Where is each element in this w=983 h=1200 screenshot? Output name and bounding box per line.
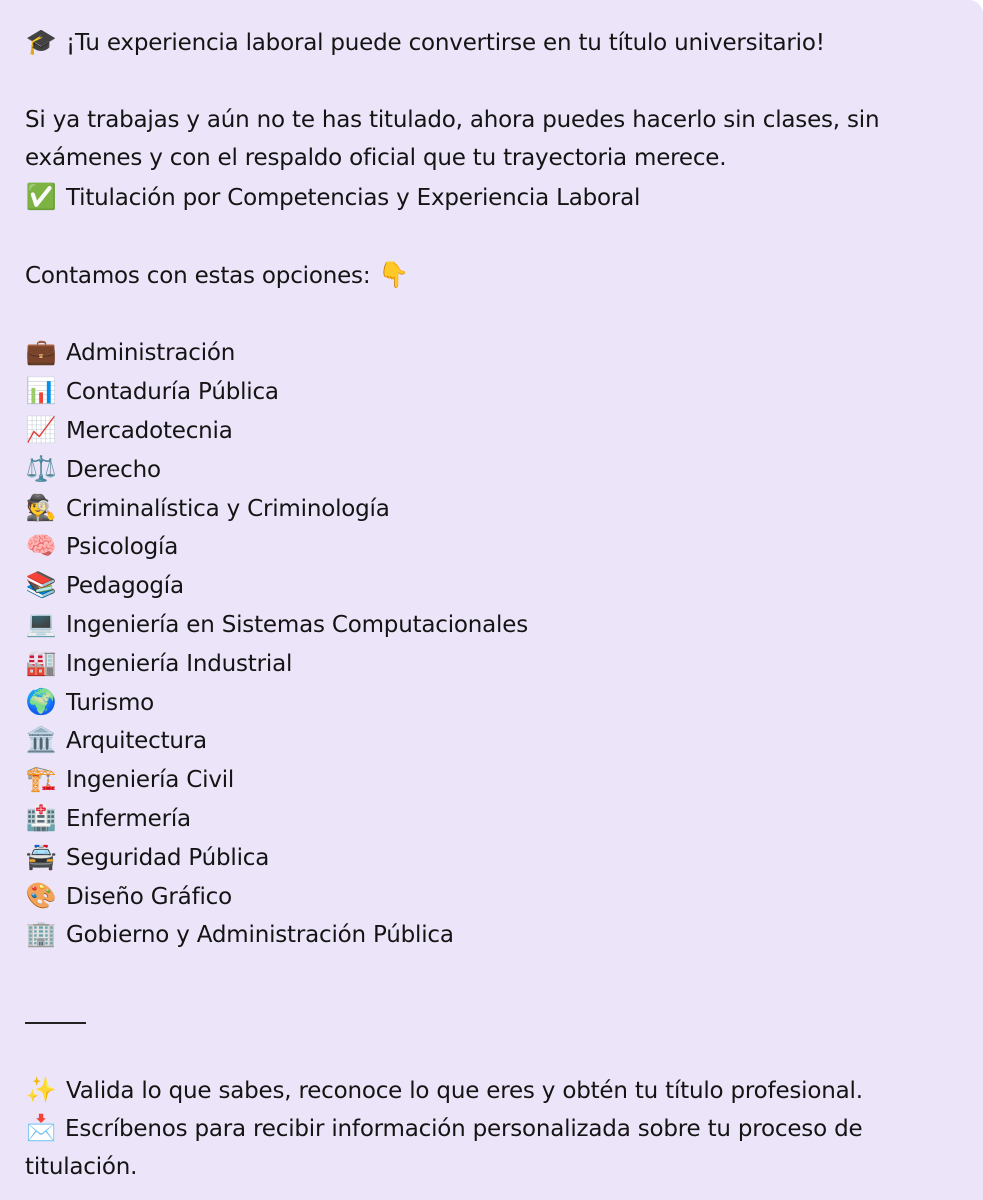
program-label: Turismo — [66, 689, 155, 716]
blank-line — [25, 62, 983, 101]
program-label: Enfermería — [66, 805, 191, 832]
contact-line-2: titulación. — [25, 1154, 138, 1181]
program-item — [25, 683, 983, 722]
detective-icon: 🕵️ — [25, 492, 57, 522]
program-item — [25, 566, 983, 605]
contact-text: Escríbenos para recibir información personalizada sobre tu proceso de — [65, 1116, 863, 1143]
program-item — [25, 333, 983, 372]
briefcase-icon: 💼 — [25, 337, 57, 367]
blank-line — [25, 1032, 983, 1071]
blank-line — [25, 295, 983, 334]
scales-icon: ⚖️ — [25, 453, 57, 483]
trend-up-chart-icon: 📈 — [25, 414, 57, 444]
program-item — [25, 489, 983, 528]
program-item — [25, 372, 983, 411]
program-label: Diseño Gráfico — [66, 883, 232, 910]
pointing-down-icon: 👇 — [378, 259, 409, 289]
check-mark-icon: ✅ — [25, 182, 57, 212]
program-label: Mercadotecnia — [66, 417, 233, 444]
divider-row — [25, 993, 983, 1032]
graduation-cap-icon: 🎓 — [25, 27, 57, 56]
program-label: Derecho — [66, 456, 161, 483]
program-label: Pedagogía — [66, 573, 184, 600]
program-label: Ingeniería Industrial — [66, 650, 293, 677]
program-item — [25, 877, 983, 916]
globe-icon: 🌍 — [25, 686, 57, 716]
program-item — [25, 799, 983, 838]
laptop-icon: 💻 — [25, 608, 57, 638]
program-item — [25, 644, 983, 683]
program-label: Criminalística y Criminología — [66, 495, 390, 522]
program-label: Administración — [66, 340, 236, 367]
bar-chart-icon: 📊 — [25, 376, 57, 406]
program-item — [25, 760, 983, 799]
blank-line — [25, 954, 983, 993]
validation-text: Valida lo que sabes, reconoce lo que eres y obtén tu título profesional. — [66, 1077, 863, 1104]
program-label: Ingeniería Civil — [66, 767, 235, 794]
headline-text: ¡Tu experiencia laboral puede convertirse en tu título universitario! — [66, 30, 825, 56]
program-label: Psicología — [66, 534, 179, 561]
horizontal-divider — [25, 1022, 86, 1024]
program-label: Gobierno y Administración Pública — [66, 922, 454, 949]
contact-line-1 — [25, 1109, 983, 1148]
intro-line-2: exámenes y con el respaldo oficial que tu trayectoria merece. — [25, 145, 727, 172]
options-intro-line — [25, 256, 983, 295]
program-label: Ingeniería en Sistemas Computacionales — [66, 611, 528, 638]
highlight-line — [25, 178, 983, 217]
blank-line — [25, 217, 983, 256]
validation-line — [25, 1071, 983, 1110]
intro-line-1: Si ya trabajas y aún no te has titulado, ahora puedes hacerlo sin clases, sin — [25, 106, 880, 133]
program-label: Contaduría Pública — [66, 379, 279, 406]
brain-icon: 🧠 — [25, 531, 57, 561]
program-item — [25, 527, 983, 566]
headline-line — [25, 23, 983, 62]
options-intro-text: Contamos con estas opciones: — [25, 262, 371, 289]
police-car-icon: 🚔 — [25, 841, 57, 871]
office-building-icon: 🏢 — [25, 919, 57, 949]
program-label: Arquitectura — [66, 728, 207, 755]
program-item — [25, 721, 983, 760]
factory-icon: 🏭 — [25, 647, 57, 677]
program-label: Seguridad Pública — [66, 844, 270, 871]
sparkles-icon: ✨ — [25, 1074, 57, 1104]
program-item — [25, 450, 983, 489]
program-item — [25, 411, 983, 450]
books-icon: 📚 — [25, 570, 57, 600]
hospital-icon: 🏥 — [25, 802, 57, 832]
construction-crane-icon: 🏗️ — [25, 764, 57, 794]
program-item — [25, 605, 983, 644]
program-item — [25, 915, 983, 954]
highlight-text: Titulación por Competencias y Experiencia Laboral — [66, 185, 641, 212]
program-item — [25, 838, 983, 877]
artist-palette-icon: 🎨 — [25, 880, 57, 910]
classical-building-icon: 🏛️ — [25, 725, 57, 755]
envelope-arrow-icon: 📩 — [25, 1113, 57, 1143]
